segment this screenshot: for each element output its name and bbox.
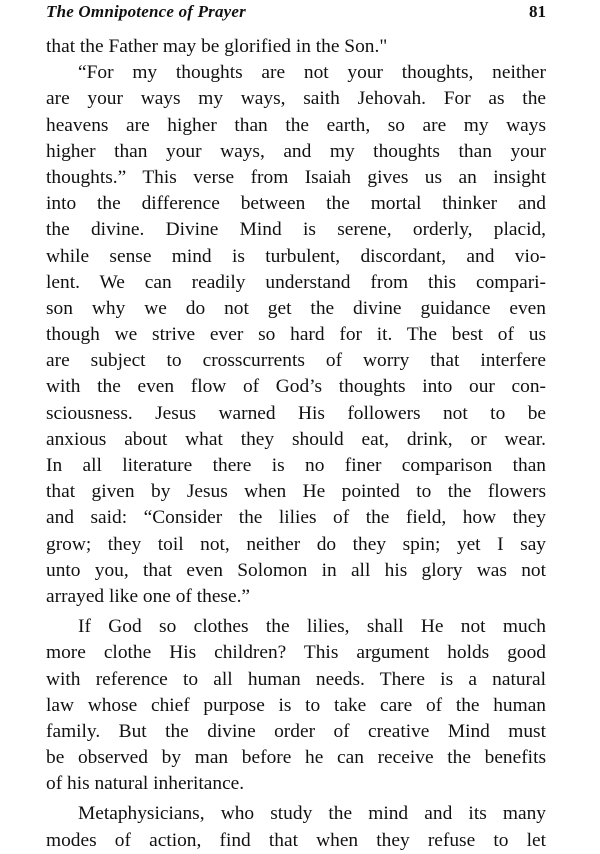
text-line: In all literature there is no finer comparison than [46,455,546,476]
text-line: thoughts.” This verse from Isaiah gives us an insight [46,166,546,188]
text-line: sciousness. Jesus warned His followers not to be [46,402,546,424]
text-line: are subject to crosscurrents of worry that interfere [46,350,546,372]
text-line: and said: “Consider the lilies of the field, how they [46,507,546,529]
paragraph [46,801,546,853]
text-line: with the even flow of God’s thoughts into our con- [46,376,546,398]
text-line: grow; they toil not, neither do they spin; yet I say [46,533,546,555]
text-line: heavens are higher than the earth, so are my ways [46,114,546,136]
paragraph [46,60,546,610]
text-line: family. But the divine order of creative Mind must [46,720,546,742]
text-line: the divine. Divine Mind is serene, orderly, placid, [46,219,546,241]
text-line: Metaphysicians, who study the mind and its many [78,803,546,825]
text-line: be observed by man before he can receive the benefits [46,747,546,769]
text-line: into the difference between the mortal thinker and [46,193,546,215]
page-number: 81 [529,2,546,21]
text-line: that given by Jesus when He pointed to the flowers [46,481,546,503]
text-line: “For my thoughts are not your thoughts, neither [78,62,546,84]
text-line: son why we do not get the divine guidance even [46,297,546,319]
text-line: are your ways my ways, saith Jehovah. For as the [46,88,546,110]
text-line: If God so clothes the lilies, shall He not much [78,616,546,638]
text-line: arrayed like one of these.” [46,585,251,607]
paragraph [46,614,546,797]
text-line: more clothe His children? This argument holds good [46,642,546,664]
text-line: with reference to all human needs. There is a natural [46,668,546,690]
text-line: law whose chief purpose is to take care of the human [46,694,546,716]
text-line: that the Father may be glorified in the Son." [46,36,388,57]
paragraph [46,34,546,60]
text-line: anxious about what they should eat, drink, or wear. [46,428,546,450]
text-line: of his natural inheritance. [46,773,245,795]
running-head [46,2,546,26]
text-line: lent. We can readily understand from this compari- [46,271,546,293]
text-line: unto you, that even Solomon in all his glory was not [46,559,546,581]
text-line: modes of action, find that when they refuse to let [46,829,546,851]
text-line: higher than your ways, and my thoughts than your [46,140,546,162]
running-title: The Omnipotence of Prayer [46,2,246,21]
body-text [46,34,546,854]
text-line: though we strive ever so hard for it. The best of us [46,324,546,346]
text-line: while sense mind is turbulent, discordant, and vio- [46,245,546,267]
